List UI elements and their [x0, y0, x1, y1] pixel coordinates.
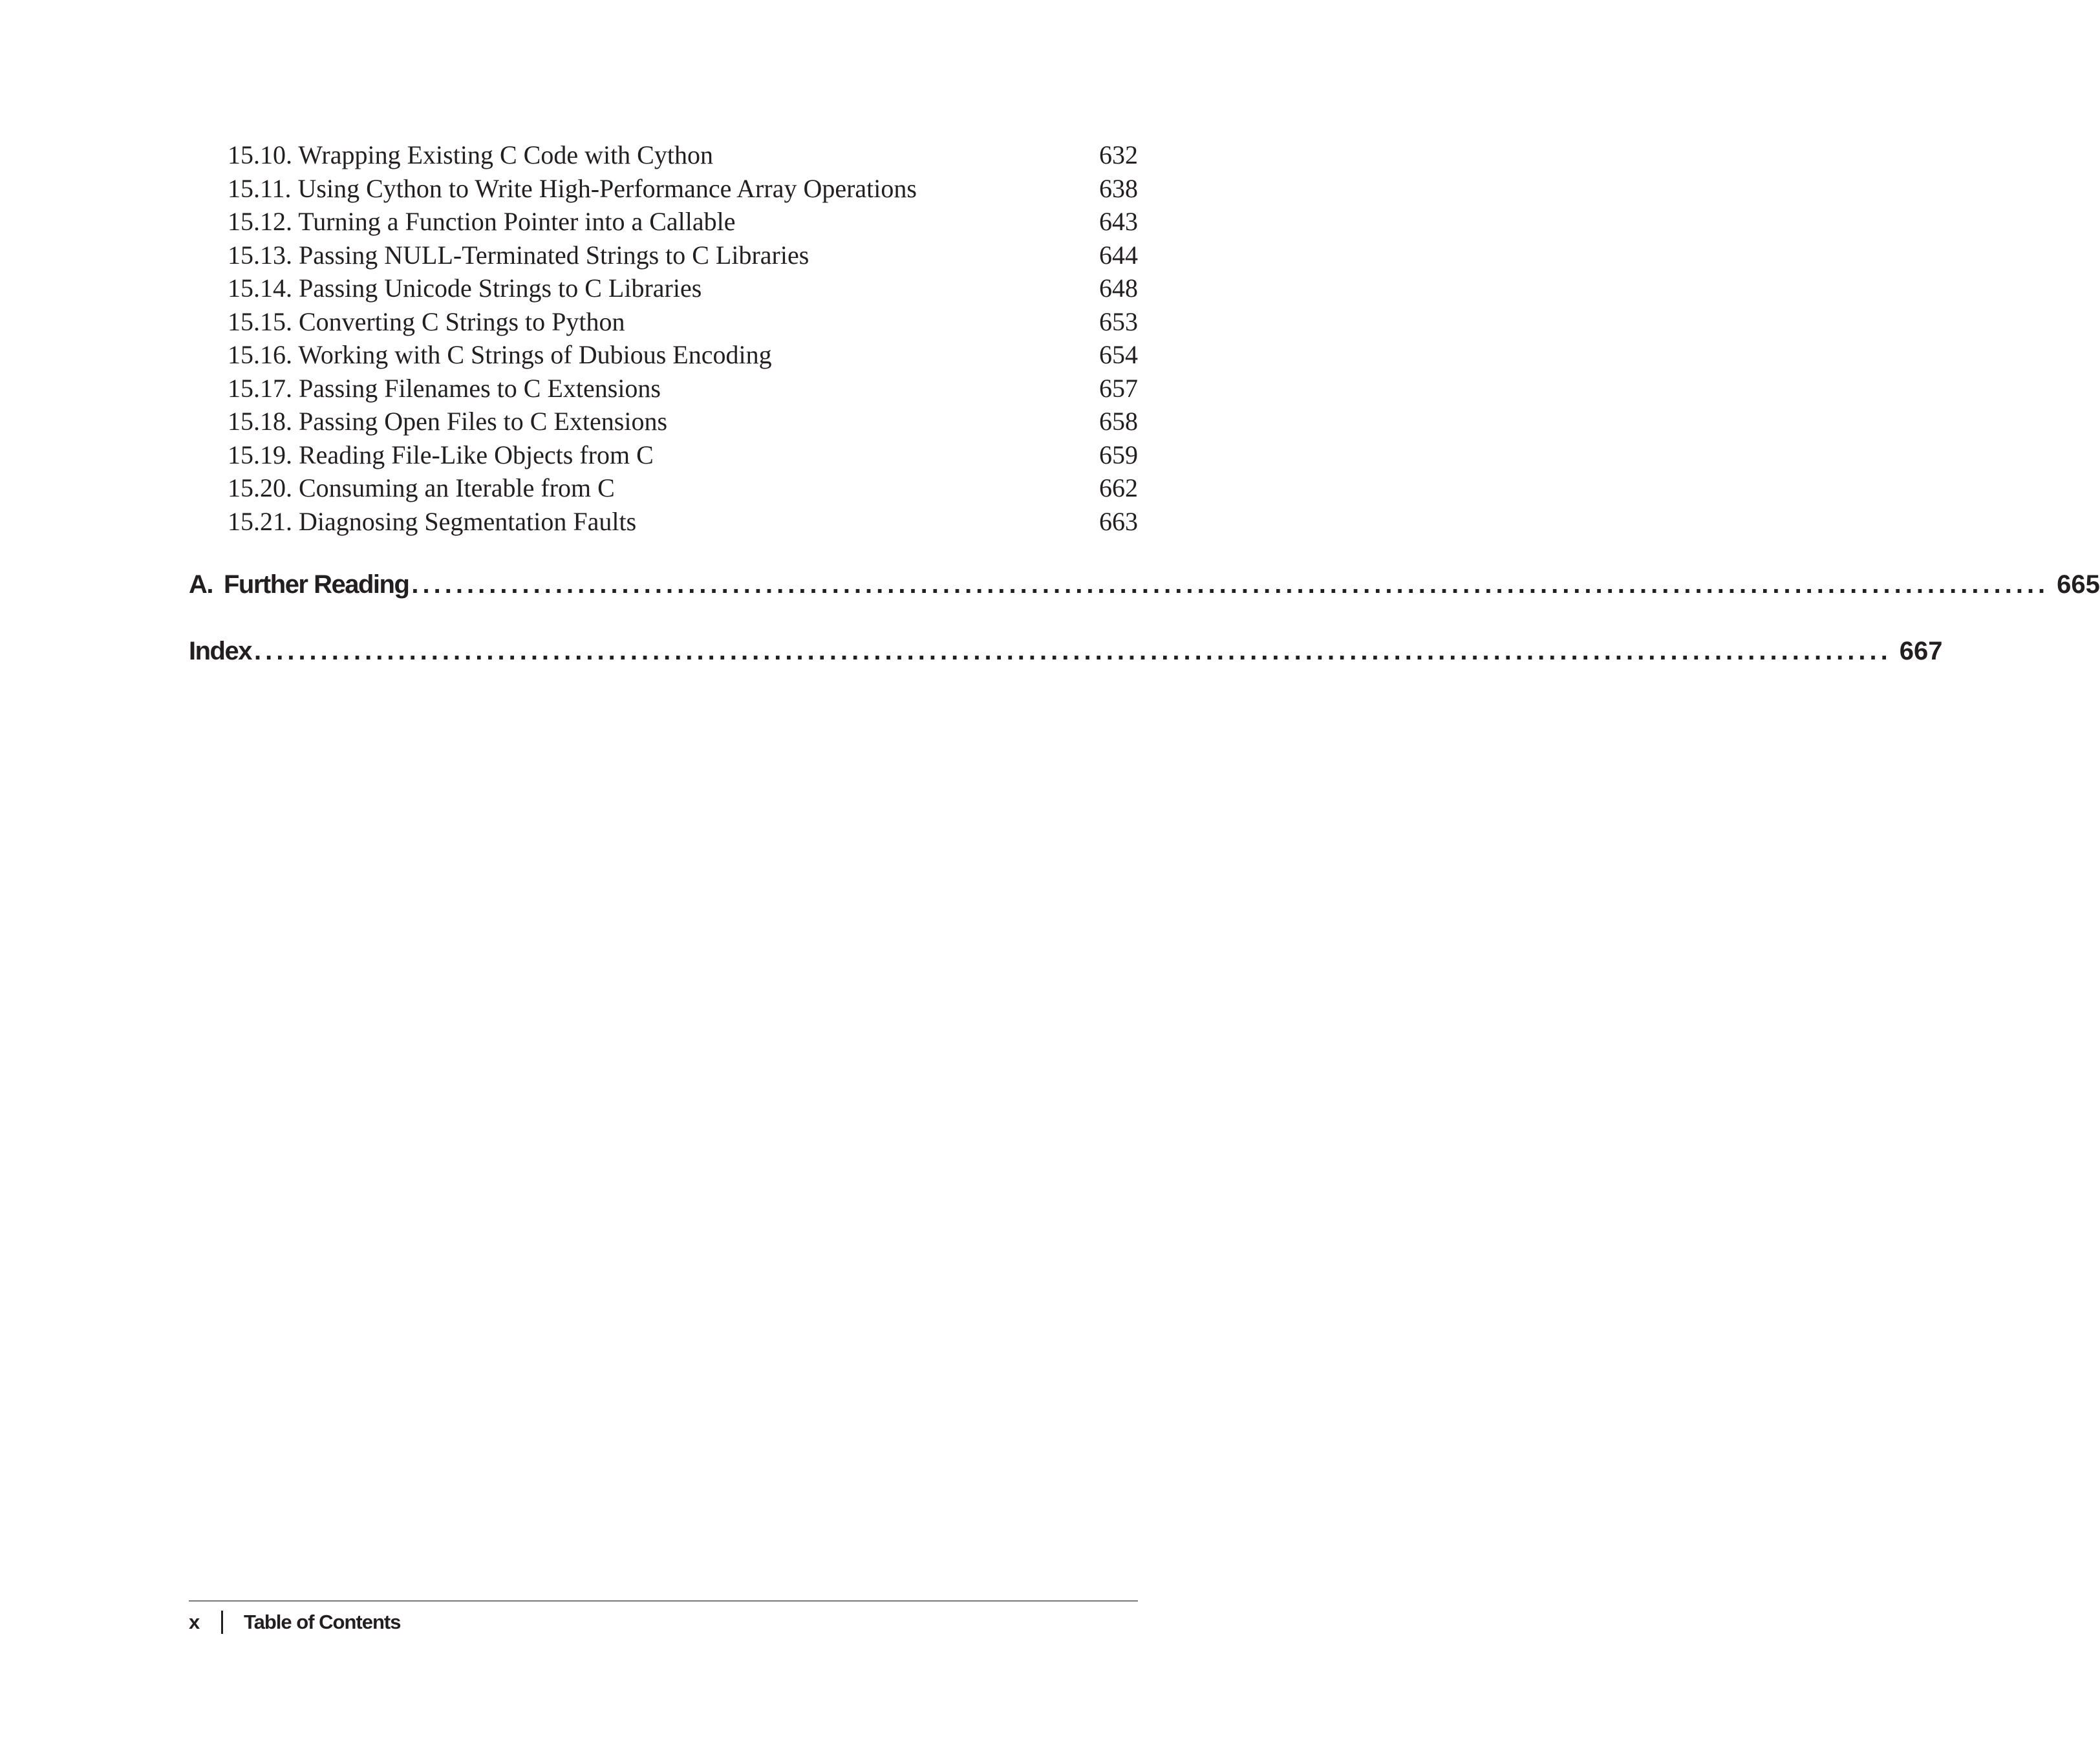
toc-subentry-title: 15.20. Consuming an Iterable from C [228, 473, 615, 502]
index-page: 667 [1899, 637, 1943, 665]
toc-subentry-title: 15.10. Wrapping Existing C Code with Cython [228, 140, 713, 169]
toc-entry-label [189, 568, 409, 601]
toc-subentry[interactable] [228, 471, 1138, 505]
toc-subentry-page: 654 [1099, 340, 1138, 369]
index-title: Index [189, 637, 252, 665]
dot-leader: .................................................................................................................................................... [411, 570, 2050, 599]
appendix-title: Further Reading [224, 570, 409, 599]
appendix-page: 665 [2057, 570, 2100, 599]
toc-subentry-page: 662 [1099, 473, 1138, 502]
toc-subentry-title: 15.17. Passing Filenames to C Extensions [228, 373, 661, 403]
toc-subentry-title: 15.15. Converting C Strings to Python [228, 306, 625, 336]
toc-subentry[interactable] [228, 338, 1138, 372]
toc-subentry-page: 648 [1099, 274, 1138, 303]
toc-subentry[interactable] [228, 438, 1138, 472]
toc-entry-index[interactable] [189, 634, 1943, 668]
toc-subentry-page: 653 [1099, 306, 1138, 336]
toc-entry-appendix-a[interactable] [189, 568, 2100, 601]
toc-subentry-page: 657 [1099, 373, 1138, 403]
toc-subentry-title: 15.13. Passing NULL-Terminated Strings to C Libraries [228, 240, 809, 270]
toc-subentry[interactable] [228, 239, 1138, 272]
page-number: x [189, 1611, 200, 1633]
toc-subentry[interactable] [228, 272, 1138, 305]
toc-subentry[interactable] [228, 372, 1138, 405]
page-footer [189, 1608, 400, 1636]
toc-subentry[interactable] [228, 305, 1138, 339]
toc-subentry-title: 15.14. Passing Unicode Strings to C Libraries [228, 274, 702, 303]
toc-subentry-title: 15.12. Turning a Function Pointer into a Callable [228, 207, 736, 236]
toc-subentry-page: 659 [1099, 440, 1138, 469]
toc-subentry[interactable] [228, 138, 1138, 172]
toc-subentry-page: 644 [1099, 240, 1138, 270]
toc-subentry-page: 663 [1099, 506, 1138, 536]
toc-subentry[interactable] [228, 405, 1138, 438]
footer-rule [189, 1600, 1138, 1602]
appendix-number: A. [189, 570, 213, 599]
toc-subentry-title: 15.11. Using Cython to Write High-Performance Array Operations [228, 173, 917, 203]
toc-subentry[interactable] [228, 172, 1138, 206]
toc-subentry[interactable] [228, 205, 1138, 239]
toc-subentry-title: 15.16. Working with C Strings of Dubious Encoding [228, 340, 772, 369]
toc-subentry-title: 15.18. Passing Open Files to C Extensions [228, 407, 668, 436]
toc-subentry-title: 15.19. Reading File-Like Objects from C [228, 440, 654, 469]
toc-subentry-title: 15.21. Diagnosing Segmentation Faults [228, 506, 637, 536]
toc-subentry-page: 643 [1099, 207, 1138, 236]
footer-separator [221, 1611, 223, 1634]
dot-leader: .................................................................................................................................................... [253, 637, 1892, 665]
toc-subentry-page: 638 [1099, 173, 1138, 203]
toc-subentry-list [228, 138, 1138, 538]
toc-subentry[interactable] [228, 505, 1138, 539]
toc-subentry-page: 658 [1099, 407, 1138, 436]
running-title: Table of Contents [244, 1611, 401, 1633]
toc-subentry-page: 632 [1099, 140, 1138, 169]
